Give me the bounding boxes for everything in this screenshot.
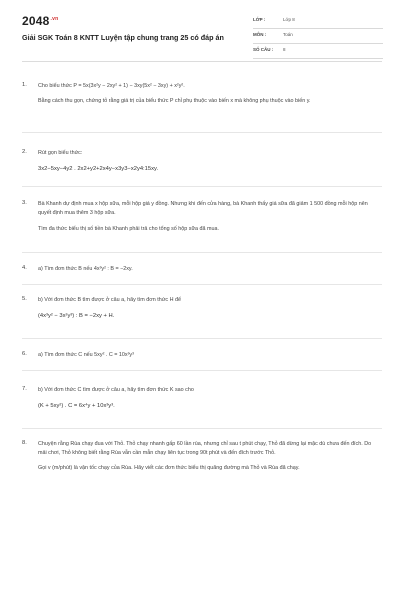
document-title: Giải SGK Toán 8 KNTT Luyện tập chung trang 25 có đáp án	[22, 33, 224, 42]
question-divider	[22, 428, 382, 429]
question-body	[38, 440, 378, 473]
meta-value: 8	[283, 47, 286, 52]
question-body	[38, 296, 378, 321]
question-divider	[22, 284, 382, 285]
meta-value: Toán	[283, 32, 293, 37]
question-text: Chuyện rằng Rùa chạy đua với Thỏ. Thỏ chạy nhanh gấp 60 lần rùa, nhưng chỉ sau t phút chạy, Thỏ đã dừng lại mặc dù chưa đến đích. Do mải chơi, Thỏ không biết rằng Rùa vẫn cần mẫn chạy liên tục trong 90t phút và đến đích trước Thỏ.	[38, 441, 372, 456]
question-body	[38, 82, 378, 106]
question-divider	[22, 338, 382, 339]
question-text: Cho biểu thức P = 5x(3x²y − 2xy² + 1) − 3xy(5x² − 3xy) + x²y².	[38, 83, 185, 89]
question-body	[38, 149, 378, 174]
question-body	[38, 200, 378, 234]
meta-label: MÔN :	[253, 32, 267, 37]
question-number: 7.	[22, 386, 27, 392]
question-formula: 3x2−5xy−4y2 . 2x2+y2+2x4y−x3y3−x2y4:15xy.	[38, 166, 159, 172]
question-number: 5.	[22, 296, 27, 302]
question-formula: (4x³y² − 3x²y³) : B = −2xy + H.	[38, 313, 115, 319]
logo-suffix: .vn	[50, 16, 59, 22]
question-formula: (K + 5xy²) . C = 6x⁴y + 10x³y³.	[38, 403, 115, 409]
question-number: 8.	[22, 440, 27, 446]
question-number: 6.	[22, 351, 27, 357]
question-text: b) Với đơn thức B tìm được ở câu a, hãy tìm đơn thức H để	[38, 297, 181, 303]
question-body	[38, 351, 378, 360]
question-body	[38, 265, 378, 274]
question-number: 2.	[22, 149, 27, 155]
question-number: 1.	[22, 82, 27, 88]
question-divider	[22, 132, 382, 133]
question-number: 4.	[22, 265, 27, 271]
question-text: a) Tìm đơn thức B nếu 4x³y² : B = −2xy.	[38, 266, 133, 272]
question-divider	[22, 186, 382, 187]
question-note: Tìm đa thức biểu thị số tiền bà Khanh phải trả cho tổng số hộp sữa đã mua.	[38, 226, 220, 232]
question-body	[38, 386, 378, 411]
question-text: Rút gọn biểu thức:	[38, 150, 83, 156]
question-divider	[22, 370, 382, 371]
meta-label: LỚP :	[253, 17, 266, 22]
question-note: Bằng cách thu gọn, chứng tỏ rằng giá trị của biểu thức P chỉ phụ thuộc vào biến x mà không phụ thuộc vào biến y.	[38, 98, 311, 104]
question-text: a) Tìm đơn thức C nếu 5xy² . C = 10x³y³	[38, 352, 134, 358]
question-text: b) Với đơn thức C tìm được ở câu a, hãy tìm đơn thức K sao cho	[38, 387, 194, 393]
logo-text: 2048	[22, 14, 50, 28]
question-divider	[22, 252, 382, 253]
question-note: Gọi v (m/phút) là vận tốc chạy của Rùa. Hãy viết các đơn thức biểu thị quãng đường mà Thỏ và Rùa đã chạy.	[38, 465, 300, 471]
question-number: 3.	[22, 200, 27, 206]
question-text: Bà Khanh dự định mua x hộp sữa, mỗi hộp giá y đồng. Nhưng khi đến cửa hàng, bà Khanh thấy giá sữa đã giảm 1 500 đồng mỗi hộp nên quyết định mua thêm 3 hộp sữa.	[38, 201, 368, 216]
meta-label: SỐ CÂU :	[253, 47, 274, 52]
meta-value: Lớp 8	[283, 17, 295, 22]
